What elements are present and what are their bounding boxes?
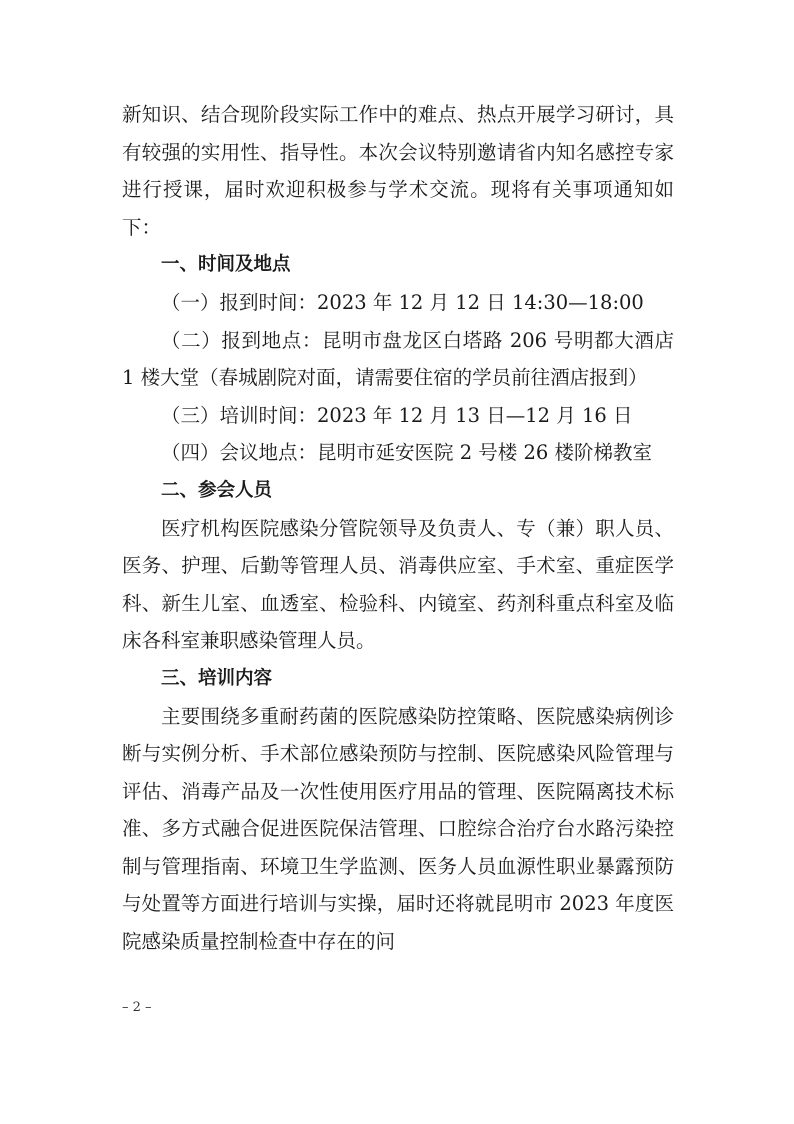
training-content-paragraph: 主要围绕多重耐药菌的医院感染防控策略、医院感染病例诊断与实例分析、手术部位感染预防与控制、医院感染风险管理与评估、消毒产品及一次性使用医疗用品的管理、医院隔离技术标准、多方式融合促进医院保洁管理、口腔综合治疗台水路污染控制与管理指南、环境卫生学监测、医务人员血源性职业暴露预防与处置等方面进行培训与实操，届时还将就昆明市 2023 年度医院感染质量控制检查中存在的问 [122,704,674,954]
item-registration-location: （二）报到地点：昆明市盘龙区白塔路 206 号明都大酒店 1 楼大堂（春城剧院对面，请需要住宿的学员前往酒店报到） [122,328,674,390]
section-heading-participants: 二、参会人员 [161,479,273,501]
document-body [122,96,674,961]
section-heading-time-location: 一、时间及地点 [161,254,291,276]
item-registration-time: （一）报到时间：2023 年 12 月 12 日 14:30—18:00 [161,290,644,314]
item-meeting-location: （四）会议地点：昆明市延安医院 2 号楼 26 楼阶梯教室 [161,441,653,465]
item-training-time: （三）培训时间：2023 年 12 月 13 日—12 月 16 日 [161,403,633,427]
intro-paragraph: 新知识、结合现阶段实际工作中的难点、热点开展学习研讨，具有较强的实用性、指导性。本次会议特别邀请省内知名感控专家进行授课，届时欢迎积极参与学术交流。现将有关事项通知如下： [122,103,674,239]
page-number: – 2 – [122,1000,152,1015]
section-heading-training-content: 三、培训内容 [161,667,273,689]
participants-paragraph: 医疗机构医院感染分管院领导及负责人、专（兼）职人员、医务、护理、后勤等管理人员、消毒供应室、手术室、重症医学科、新生儿室、血透室、检验科、内镜室、药剂科重点科室及临床各科室兼职感染管理人员。 [122,516,674,653]
